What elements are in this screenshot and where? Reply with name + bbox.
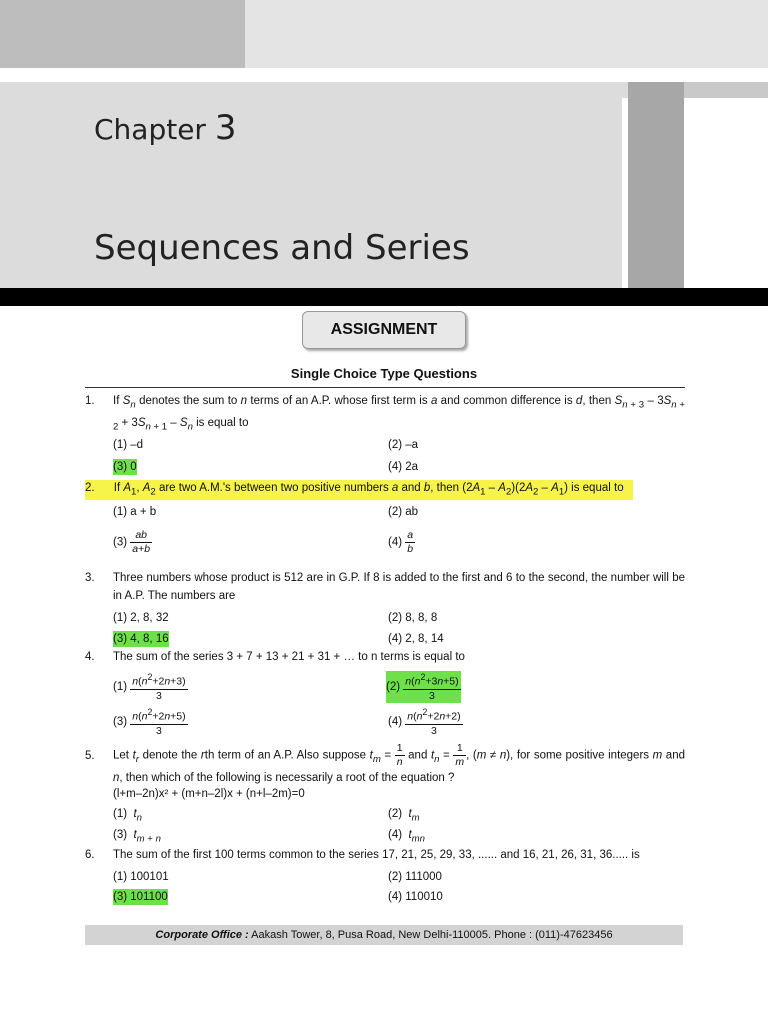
option: (1) –d	[113, 439, 144, 451]
question-number: 6.	[85, 849, 95, 861]
option: (1) 100101	[113, 871, 169, 883]
option: (3) $t_{m + n}$	[113, 829, 161, 845]
option: (4) 2, 8, 14	[388, 633, 444, 645]
option-label: (2)	[388, 808, 403, 820]
option-label: (3)	[113, 536, 128, 549]
option-answer: (3) 101100	[113, 891, 168, 903]
option-label: (4)	[388, 536, 403, 549]
option-label: (3)	[113, 829, 128, 841]
question-number: 4.	[85, 651, 95, 663]
chapter-word: Chapter	[94, 113, 206, 146]
header-decor-bar	[628, 82, 684, 288]
fraction: $\frac{ab}{a+b}$	[132, 529, 151, 555]
question-number: 3.	[85, 572, 95, 584]
option-answer	[386, 671, 461, 703]
question-6	[85, 846, 685, 864]
chapter-number: 3	[214, 108, 237, 148]
header-divider	[0, 288, 768, 306]
option-label: (4)	[388, 715, 403, 728]
option: (4) 2a	[388, 461, 419, 473]
option-answer: (3) 0	[113, 461, 137, 473]
option	[388, 529, 415, 556]
option: (2) –a	[388, 439, 419, 451]
option	[388, 706, 463, 738]
option-label: (3)	[113, 715, 128, 728]
question-number: 1.	[85, 395, 95, 407]
fraction: $\frac{n(n^2+3n+5)}{3}$	[405, 672, 459, 702]
option: (4) $t_{mn}$	[388, 829, 425, 845]
header-decor-strip	[684, 82, 768, 98]
question-text: The sum of the series 3 + 7 + 13 + 21 + 31 + … to n terms is equal to	[113, 651, 465, 663]
option: (2) $t_m$	[388, 808, 420, 824]
chapter-label	[94, 108, 237, 148]
option-label: (1)	[113, 680, 128, 693]
footer-label: Corporate Office :	[155, 929, 249, 941]
fraction: $\frac{n(n^2+2n+2)}{3}$	[407, 707, 461, 737]
fraction: $\frac{n(n^2+2n+3)}{3}$	[132, 672, 186, 702]
header-decor-block	[0, 0, 245, 68]
heading-rule	[85, 387, 685, 388]
question-number: 2.	[85, 482, 95, 494]
equation: (l+m–2n)x² + (m+n–2l)x + (n+l–2m)=0	[113, 788, 305, 800]
question-5	[85, 742, 685, 803]
question-1	[85, 392, 685, 437]
chapter-title: Sequences and Series	[94, 228, 470, 268]
option: (2) 8, 8, 8	[388, 612, 438, 624]
question-4	[85, 648, 685, 666]
option: (2) ab	[388, 506, 419, 518]
question-text: Three numbers whose product is 512 are in G.P. If 8 is added to the first and 6 to the second, the number will be in A.P. The numbers are	[113, 572, 685, 602]
question-2: 2. If $A_1$, $A_2$ are two A.M.'s between two positive numbers a and b, then $(2A_1 - A_2)(2A_2 - A_1)$ is equal to	[85, 480, 633, 500]
question-text: Let $t_r$ denote the rth term of an A.P. Also suppose $t_m$ = $\frac{1}{n}$ and $t_n$ = $\frac{1}{m}$ , (m ≠ n), for some positive integers m and n, then which of the following is necessarily a root of the equation ?	[113, 742, 685, 784]
option: (4) 110010	[388, 891, 443, 903]
option-label: (4)	[388, 829, 403, 841]
option	[113, 529, 152, 556]
assignment-badge: ASSIGNMENT	[302, 311, 466, 349]
option	[113, 706, 188, 738]
question-text: The sum of the first 100 terms common to the series 17, 21, 25, 29, 33, ...... and 16, 21, 26, 31, 36..... is	[113, 849, 640, 861]
question-text: If $S_n$ denotes the sum to n terms of an A.P. whose first term is a and common difference is d, then $S_{n + 3} - 3S_{n + 2} + 3S_{n + 1} - S_n$ is equal to	[113, 395, 685, 433]
footer-text: Aakash Tower, 8, Pusa Road, New Delhi-110005. Phone : (011)-47623456	[248, 929, 613, 941]
option: (1) a + b	[113, 506, 157, 518]
fraction: $\frac{a}{b}$	[407, 529, 414, 555]
section-heading: Single Choice Type Questions	[290, 366, 478, 381]
question-3	[85, 569, 685, 605]
question-number: 5.	[85, 750, 95, 762]
option-answer: (3) 4, 8, 16	[113, 633, 169, 645]
option: (2) 111000	[388, 871, 442, 883]
header-decor-band	[245, 0, 768, 68]
option: (1) 2, 8, 32	[113, 612, 169, 624]
option	[113, 671, 188, 703]
option: (1) $t_n$	[113, 808, 142, 824]
option-label: (2)	[386, 680, 401, 693]
footer	[85, 925, 683, 945]
fraction: $\frac{n(n^2+2n+5)}{3}$	[132, 707, 186, 737]
option-label: (1)	[113, 808, 128, 820]
